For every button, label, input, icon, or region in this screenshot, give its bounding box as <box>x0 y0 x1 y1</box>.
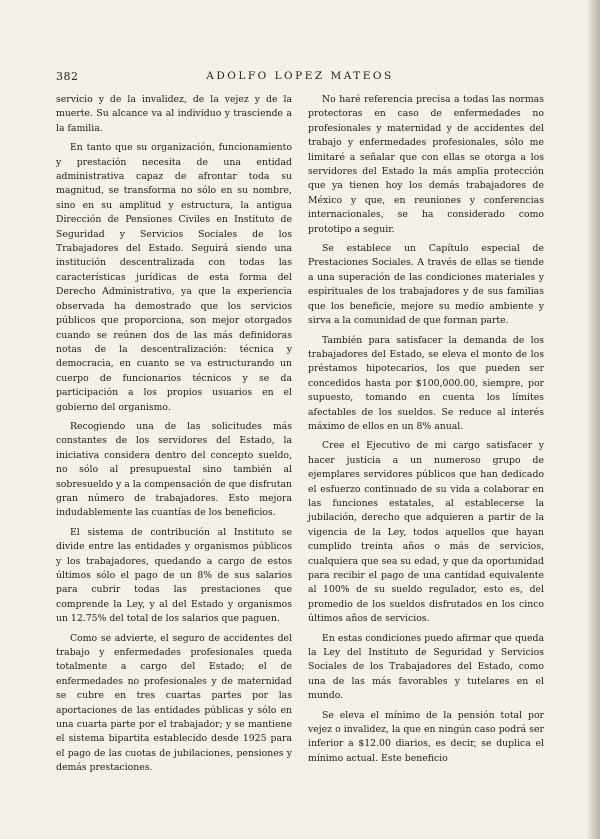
paragraph: El sistema de contribución al Instituto se divide entre las entidades y organismos públicos y los trabajadores, quedando a cargo de estos últimos sólo el pago de un 8% de sus salarios para cubrir todas las prestaciones que comprende la Ley, y al del Estado y organismos un 12.75% del total de los salarios que paguen. <box>56 526 292 625</box>
paragraph: servicio y de la invalidez, de la vejez y de la muerte. Su alcance va al individuo y trasciende a la familia. <box>56 94 292 134</box>
paragraph: Se establece un Capítulo especial de Prestaciones Sociales. A través de ellas se tiende a una superación de las condiciones materiales y espirituales de los trabajadores y de sus familias que los beneficie, mejore su medio ambiente y sirva a la comunidad de que forman parte. <box>308 243 544 327</box>
paragraph: Se eleva el mínimo de la pensión total por vejez o invalidez, la que en ningún caso podrá ser inferior a $12.00 diarios, es decir, se duplica el mínimo actual. Este beneficio <box>308 709 544 764</box>
page-header <box>56 70 544 86</box>
text-columns <box>56 93 544 813</box>
running-head: ADOLFO LOPEZ MATEOS <box>206 70 394 82</box>
paragraph: En tanto que su organización, funcionamiento y prestación necesita de una entidad administrativa capaz de afrontar toda su magnitud, se transforma no sólo en su nombre, sino en su amplitud y estructura, la antigua Dirección de Pensiones Civiles en Instituto de Seguridad y Servicios Sociales de los Trabajadores del Estado. Seguirá siendo una institución descentralizada con todas las características jurídicas de esta forma del Derecho Administrativo, ya que la experiencia observada ha demostrado que los servicios públicos que proporciona, son mejor otorgados cuando se reúnen dos de las más definidoras notas de la descentralización: técnica y democracia, en cuanto se va estructurando un cuerpo de funcionarios técnicos y se da participación a los propios usuarios en el gobierno del organismo. <box>56 142 292 413</box>
page-number: 382 <box>56 70 79 83</box>
paragraph: Recogiendo una de las solicitudes más constantes de los servidores del Estado, la iniciativa considera dentro del concepto sueldo, no sólo al presupuestal sino también al sobresueldo y a la compensación de que disfrutan gran número de trabajadores. Esto mejora indudablemente las cuantías de los beneficios. <box>56 420 292 519</box>
paragraph: También para satisfacer la demanda de los trabajadores del Estado, se eleva el monto de los préstamos hipotecarios, los que pueden ser concedidos hasta por $100,000.00, siempre, por supuesto, tomando en cuenta los límites afectables de los sueldos. Se reduce al interés máximo de ellos en un 8% anual. <box>308 334 544 432</box>
page-edge-shadow <box>586 0 600 839</box>
paragraph: En estas condiciones puedo afirmar que queda la Ley del Instituto de Seguridad y Servicios Sociales de los Trabajadores del Estado, como una de las más favorables y tutelares en el mundo. <box>308 632 544 702</box>
right-column <box>308 93 544 813</box>
paragraph: Como se advierte, el seguro de accidentes del trabajo y enfermedades profesionales queda totalmente a cargo del Estado; el de enfermedades no profesionales y de maternidad se cubre en tres cuartas partes por las aportaciones de las entidades públicas y sólo en una cuarta parte por el trabajador; y se mantiene el sistema bipartita establecido desde 1925 para el pago de las cuotas de jubilaciones, pensiones y demás prestaciones. <box>56 632 292 774</box>
left-column <box>56 93 292 813</box>
paragraph: Cree el Ejecutivo de mi cargo satisfacer y hacer justicia a un numeroso grupo de ejemplares servidores públicos que han dedicado el esfuerzo continuado de su vida a colaborar en las funciones estatales, al establecerse la jubilación, derecho que adquieren a partir de la vigencia de la Ley, todos aquellos que hayan cumplido treinta años o más de servicios, cualquiera que sea su edad, y que da oportunidad para recibir el pago de una cantidad equivalente al 100% de su sueldo regulador, esto es, del promedio de los sueldos disfrutados en los cinco últimos años de servicios. <box>308 440 544 625</box>
paragraph: No haré referencia precisa a todas las normas protectoras en caso de enfermedades no profesionales y maternidad y de accidentes del trabajo y enfermedades profesionales, sólo me limitaré a señalar que con ellas se otorga a los servidores del Estado la más amplia protección que ya tienen hoy los demás trabajadores de México y que, en reuniones y conferencias internacionales, se ha considerado como prototipo a seguir. <box>308 94 544 235</box>
